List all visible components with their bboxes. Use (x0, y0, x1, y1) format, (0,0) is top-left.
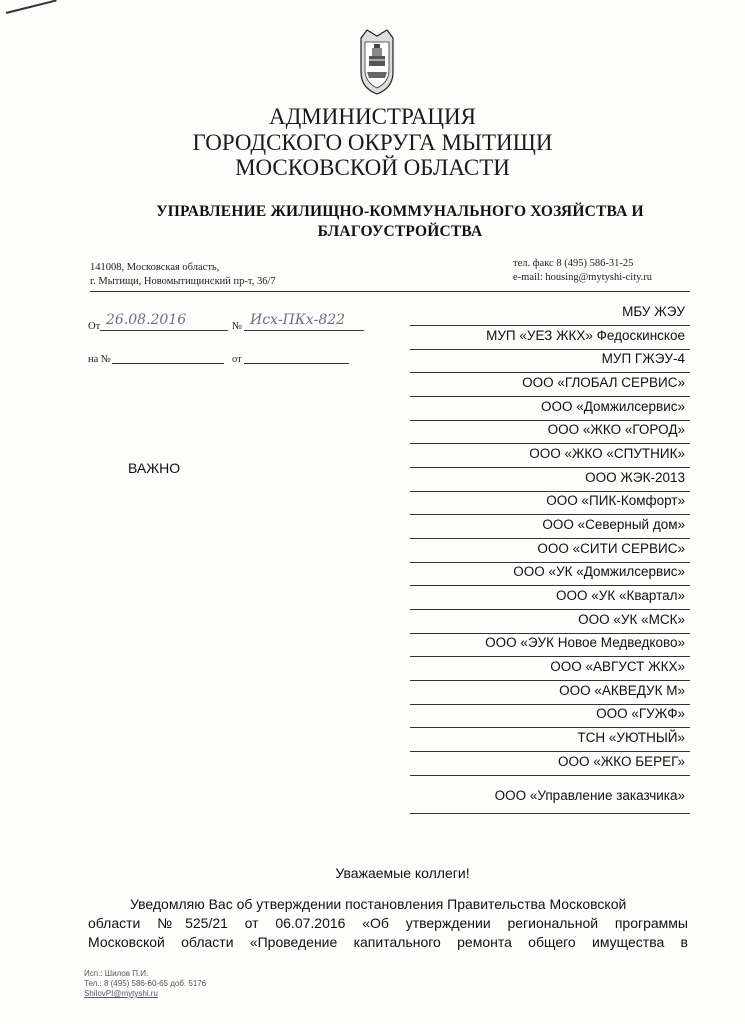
executor-phone: Тел.: 8 (495) 586-60-65 доб. 5176 (84, 979, 207, 988)
important-mark: ВАЖНО (128, 460, 181, 476)
recipient-item: ООО «ПИК-Комфорт» (410, 493, 685, 515)
salutation: Уважаемые коллеги! (335, 865, 470, 881)
body-line-1: Уведомляю Вас об утверждении постановления Правительства Московской (130, 896, 627, 912)
recipient-item: ООО «ГУЖФ» (410, 706, 685, 728)
department-title-line-2: БЛАГОУСТРОЙСТВА (317, 223, 483, 240)
admin-title-line-2: ГОРОДСКОГО ОКРУГА МЫТИЩИ (192, 130, 553, 155)
executor-email[interactable]: ShilovPI@mytyshi.ru (84, 989, 158, 998)
recipient-item: ООО «АВГУСТ ЖКХ» (410, 659, 685, 681)
body-line-3: Московской области «Проведение капитального ремонта общего имущества в (88, 934, 688, 950)
recipient-item: ООО «ЖКО БЕРЕГ» (410, 754, 685, 776)
reference-number-label: на № (88, 354, 111, 365)
department-title-line-1: УПРАВЛЕНИЕ ЖИЛИЩНО-КОММУНАЛЬНОГО ХОЗЯЙСТВА И (156, 203, 644, 220)
coat-of-arms-icon (357, 26, 397, 96)
recipient-item: ООО «АКВЕДУК М» (410, 683, 685, 705)
header-divider (90, 291, 690, 292)
recipient-item: ООО «ЖКО «ГОРОД» (410, 422, 685, 444)
number-underline (244, 330, 364, 331)
reference-date-label: от (232, 354, 242, 365)
recipient-item: ООО «Домжилсервис» (410, 399, 685, 421)
fax-number: тел. факс 8 (495) 586-31-25 (513, 258, 634, 269)
recipient-item: ТСН «УЮТНЫЙ» (410, 730, 685, 752)
from-label: От (88, 321, 101, 332)
number-label: № (232, 321, 243, 332)
admin-title-line-3: МОСКОВСКОЙ ОБЛАСТИ (235, 155, 510, 180)
recipient-item: ООО ЖЭК-2013 (410, 470, 685, 492)
recipient-item: ООО «УК «МСК» (410, 612, 685, 634)
recipient-item: ООО «Управление заказчика» (410, 788, 685, 814)
outgoing-number: Исх-ПКх-822 (250, 312, 346, 328)
recipient-item: ООО «Северный дом» (410, 517, 685, 539)
recipient-item: ООО «ЭУК Новое Медведково» (410, 635, 685, 657)
executor-name: Исп.: Шилов П.И. (84, 969, 149, 978)
recipient-item: ООО «ГЛОБАЛ СЕРВИС» (410, 375, 685, 397)
date-underline (100, 330, 228, 331)
reference-number-line (112, 363, 224, 364)
body-line-2: области №525/21 от 06.07.2016 «Об утверждении региональной программы (88, 915, 688, 931)
reference-date-line (244, 363, 349, 364)
pen-stroke-mark (6, 0, 57, 14)
recipient-item: ООО «УК «Квартал» (410, 588, 685, 610)
recipient-item: МБУ ЖЭУ (410, 304, 685, 326)
recipient-item: ООО «УК «Домжилсервис» (410, 564, 685, 586)
address-line-1: 141008, Московская область, (90, 262, 220, 273)
outgoing-date: 26.08.2016 (106, 312, 187, 328)
recipient-item: ООО «ЖКО «СПУТНИК» (410, 446, 685, 468)
recipient-item: МУП ГЖЭУ-4 (410, 351, 685, 373)
recipient-item: МУП «УЕЗ ЖКХ» Федоскинское (410, 328, 685, 350)
address-line-2: г. Мытищи, Новомытищинский пр-т, 36/7 (90, 276, 276, 287)
email-address: e-mail: housing@mytyshi-city.ru (513, 272, 653, 283)
admin-title-line-1: АДМИНИСТРАЦИЯ (269, 104, 476, 129)
recipient-item: ООО «СИТИ СЕРВИС» (410, 541, 685, 563)
